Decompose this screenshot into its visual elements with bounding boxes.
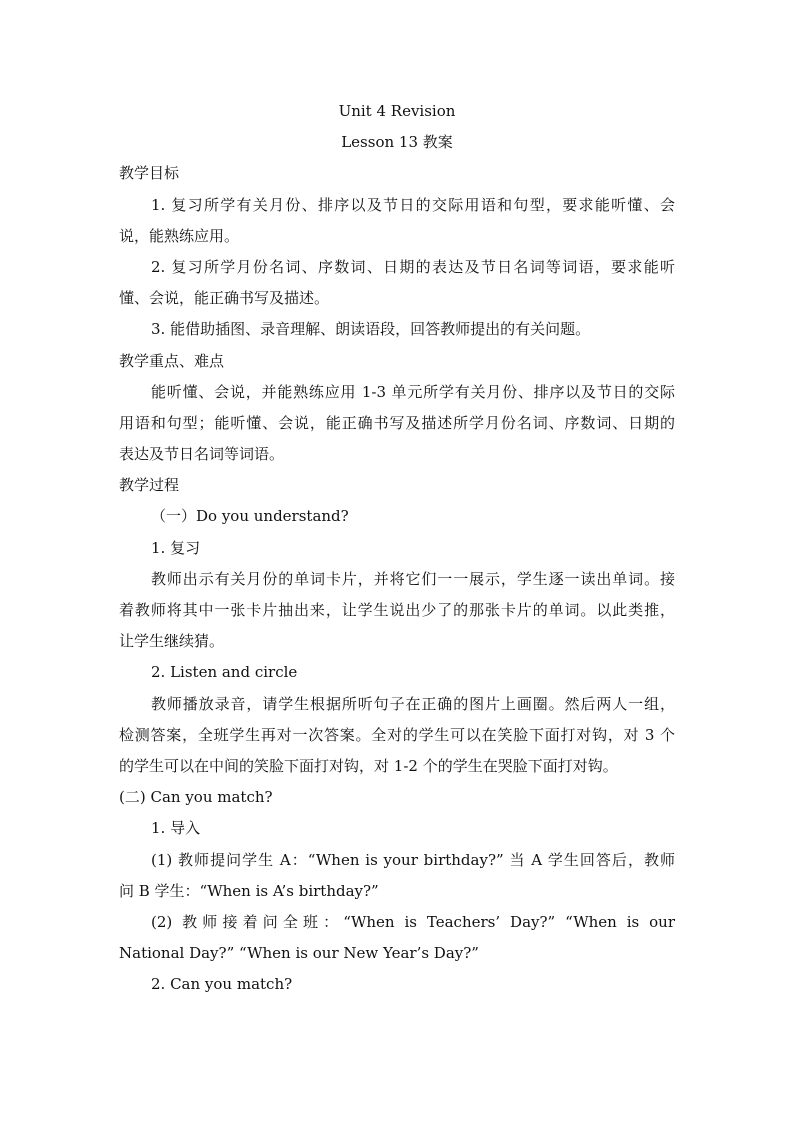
paragraph-line: 说，能熟练应用。 [119, 226, 240, 245]
paragraph-line: 1. 复习所学有关月份、排序以及节日的交际用语和句型，要求能听懂、会 [151, 195, 675, 214]
paragraph-line: (1) 教师提问学生 A：“When is your birthday?” 当 A 学生回答后，教师 [151, 850, 675, 869]
subsection-title: （一）Do you understand? [151, 507, 349, 526]
paragraph-line: 教师播放录音，请学生根据所听句子在正确的图片上画圈。然后两人一组， [151, 694, 675, 713]
document-subtitle: Lesson 13 教案 [341, 133, 453, 152]
paragraph-line: 教师出示有关月份的单词卡片，并将它们一一展示，学生逐一读出单词。接 [151, 569, 675, 588]
paragraph-line: 2. 复习所学月份名词、序数词、日期的表达及节日名词等词语，要求能听 [151, 257, 675, 276]
step-title: 1. 复习 [151, 538, 201, 557]
paragraph-line: 能听懂、会说，并能熟练应用 1-3 单元所学有关月份、排序以及节日的交际 [151, 382, 675, 401]
paragraph-line: 让学生继续猜。 [119, 632, 225, 651]
paragraph-line: 表达及节日名词等词语。 [119, 445, 285, 464]
document-body [119, 96, 675, 1000]
paragraph-line: (2) 教师接着问全班：“When is Teachers’ Day?” “When is our [151, 912, 675, 931]
paragraph-line: 问 B 学生：“When is A’s birthday?” [119, 881, 379, 900]
document-title: Unit 4 Revision [338, 102, 456, 120]
paragraph-line: 的学生可以在中间的笑脸下面打对钩，对 1-2 个的学生在哭脸下面打对钩。 [119, 756, 618, 775]
paragraph-line: National Day?” “When is our New Year’s Day?” [119, 944, 479, 963]
step-title: 1. 导入 [151, 819, 201, 838]
paragraph-line: 懂、会说，能正确书写及描述。 [119, 289, 330, 308]
section-heading-key-points: 教学重点、难点 [119, 351, 225, 370]
subsection-title: (二) Can you match? [119, 788, 273, 807]
paragraph-line: 3. 能借助插图、录音理解、朗读语段，回答教师提出的有关问题。 [151, 320, 591, 339]
step-title: 2. Listen and circle [151, 663, 298, 682]
paragraph-line: 检测答案，全班学生再对一次答案。全对的学生可以在笑脸下面打对钩，对 3 个 [119, 725, 675, 744]
paragraph-line: 用语和句型；能听懂、会说，能正确书写及描述所学月份名词、序数词、日期的 [119, 413, 675, 432]
section-heading-objectives: 教学目标 [119, 164, 180, 183]
paragraph-line: 着教师将其中一张卡片抽出来，让学生说出少了的那张卡片的单词。以此类推， [119, 601, 675, 619]
section-heading-process: 教学过程 [119, 476, 180, 495]
step-title: 2. Can you match? [151, 975, 293, 994]
